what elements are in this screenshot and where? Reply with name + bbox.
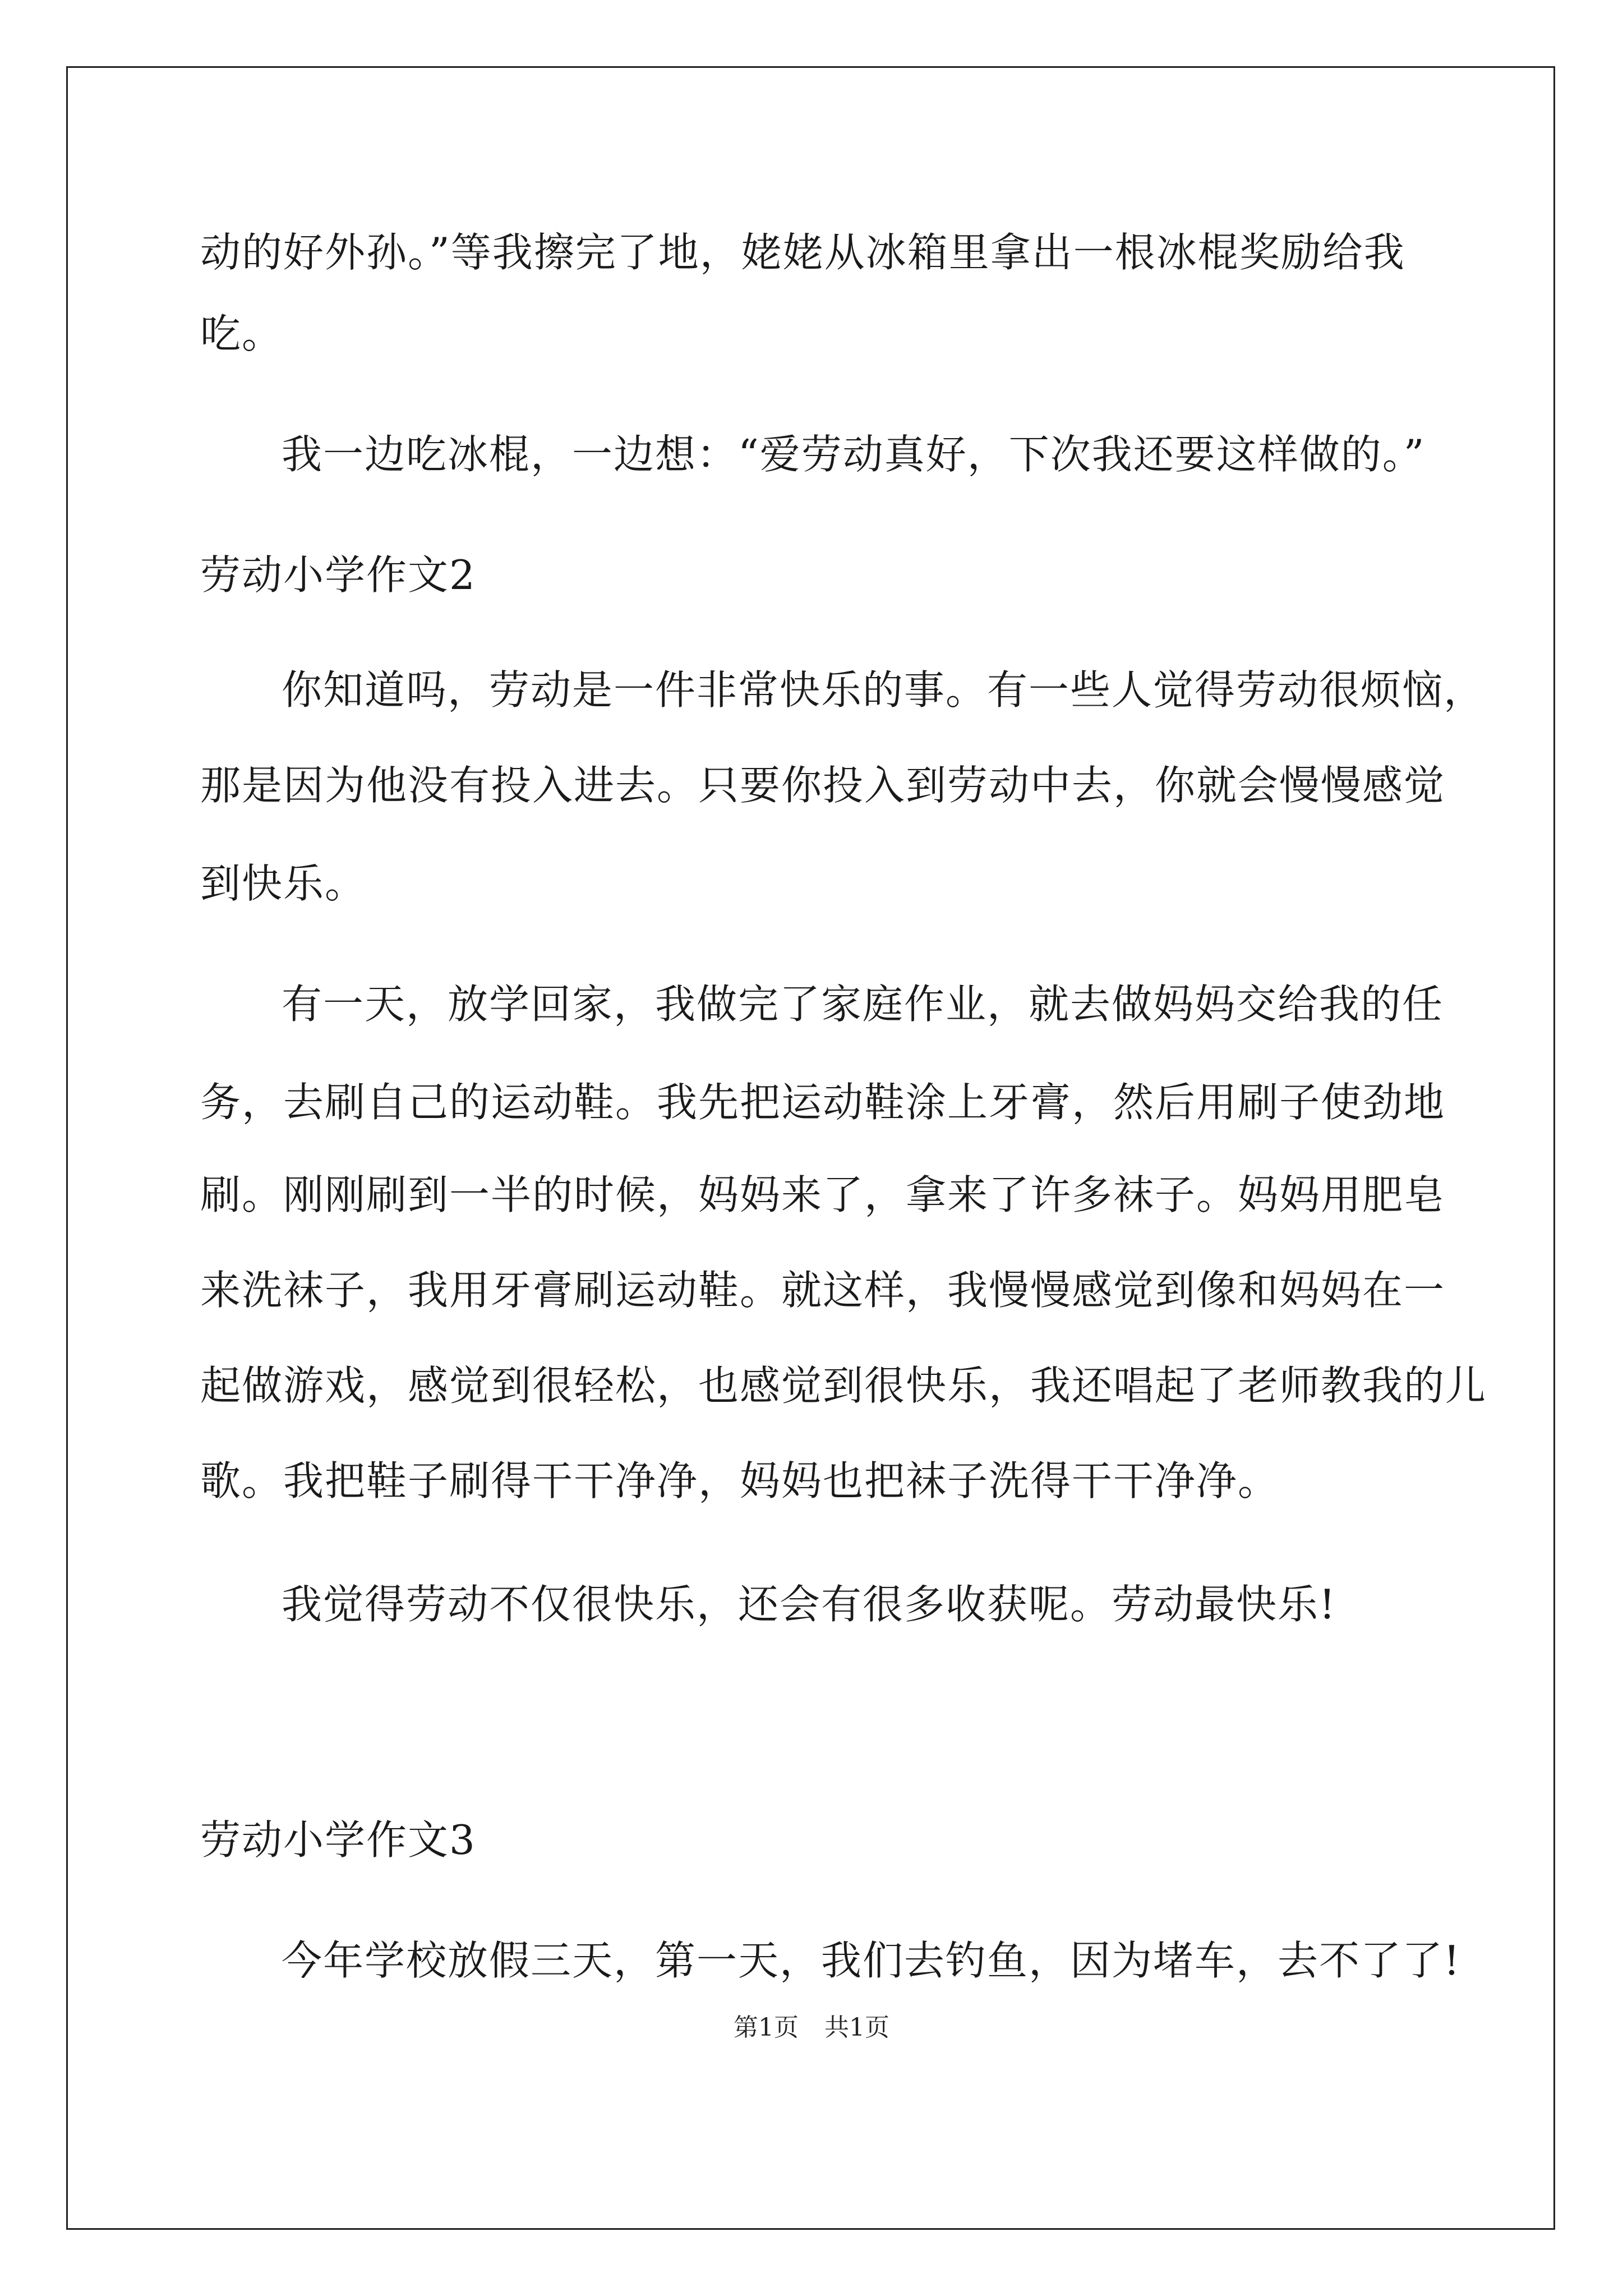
paragraph-line: 有一天，放学回家，我做完了家庭作业，就去做妈妈交给我的任 (282, 981, 1444, 1028)
paragraph-line: 今年学校放假三天，第一天，我们去钓鱼，因为堵车，去不了了! (282, 1937, 1461, 1984)
section-heading: 劳动小学作文2 (200, 551, 476, 599)
paragraph-line: 歌。我把鞋子刷得干干净净，妈妈也把袜子洗得干干净净。 (200, 1457, 1280, 1504)
paragraph-line: 我觉得劳动不仅很快乐，还会有很多收获呢。劳动最快乐! (282, 1581, 1336, 1628)
paragraph-line: 动的好外孙。”等我擦完了地，姥姥从冰箱里拿出一根冰棍奖励给我 (200, 229, 1405, 276)
page-total: 共1页 (824, 2013, 889, 2042)
page-number: 第1页 (734, 2013, 799, 2042)
paragraph-line: 吃。 (200, 310, 284, 357)
paragraph-line: 来洗袜子，我用牙膏刷运动鞋。就这样，我慢慢感觉到像和妈妈在一 (200, 1267, 1446, 1314)
paragraph-line: 务，去刷自己的运动鞋。我先把运动鞋涂上牙膏，然后用刷子使劲地 (200, 1079, 1446, 1126)
page-frame (66, 66, 1555, 2230)
paragraph-line: 到快乐。 (200, 860, 367, 907)
paragraph-line: 起做游戏，感觉到很轻松，也感觉到很快乐，我还唱起了老师教我的儿 (200, 1362, 1487, 1409)
paragraph-line: 我一边吃冰棍，一边想：“爱劳动真好，下次我还要这样做的。” (282, 431, 1426, 478)
paragraph-line: 那是因为他没有投入进去。只要你投入到劳动中去，你就会慢慢感觉 (200, 762, 1446, 809)
page-footer (0, 2011, 1623, 2045)
paragraph-line: 刷。刚刚刷到一半的时候，妈妈来了，拿来了许多袜子。妈妈用肥皂 (200, 1171, 1446, 1218)
paragraph-line: 你知道吗，劳动是一件非常快乐的事。有一些人觉得劳动很烦恼， (282, 666, 1486, 714)
section-heading: 劳动小学作文3 (200, 1816, 476, 1864)
